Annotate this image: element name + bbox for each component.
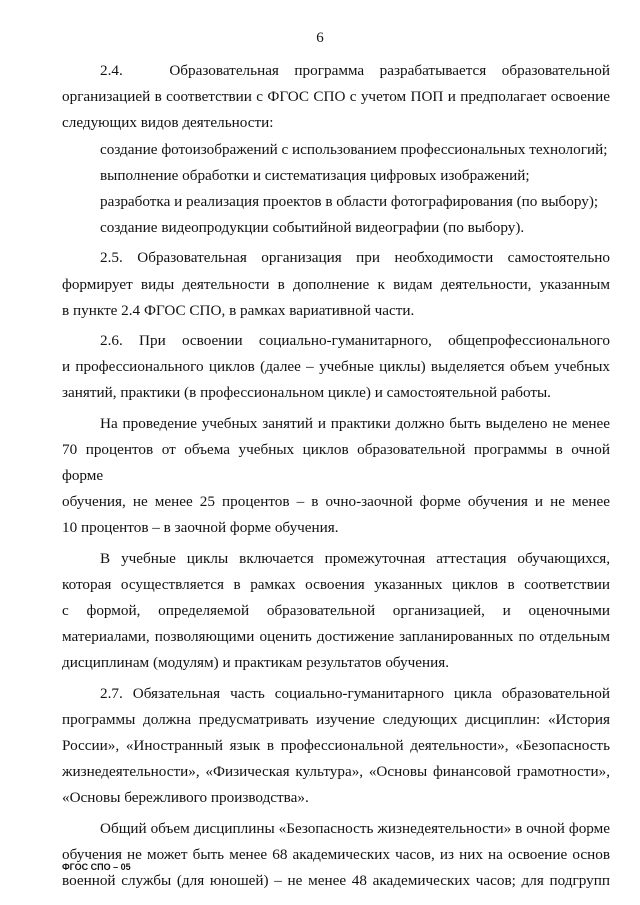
text-line: В учебные циклы включается промежуточная аттестация обучающихся,	[100, 549, 610, 567]
text-line: организацией в соответствии с ФГОС СПО с учетом ПОП и предполагает освоение	[62, 88, 610, 106]
text-line: занятий, практики (в профессиональном цикле) и самостоятельной работы.	[62, 384, 551, 402]
footer-code: ФГОС СПО – 05	[62, 862, 131, 872]
paragraph-attestation	[62, 546, 610, 677]
text-line: 2.6. При освоении социально-гуманитарного, общепрофессионального	[100, 332, 610, 350]
text-line: На проведение учебных занятий и практики должно быть выделено не менее	[100, 414, 610, 432]
text-line: следующих видов деятельности:	[62, 114, 274, 132]
text-line: 2.7. Обязательная часть социально-гуманитарного цикла образовательной	[100, 684, 610, 702]
text-line: 2.4. Образовательная программа разрабатывается образовательной	[100, 62, 610, 79]
section-2-6	[62, 328, 610, 407]
text-line: материалами, позволяющими оценить достижение запланированных по отдельным	[62, 628, 610, 646]
paragraph-hours	[62, 411, 610, 542]
text-line: 10 процентов – в заочной форме обучения.	[62, 519, 339, 537]
text-line: дисциплинам (модулям) и практикам результатов обучения.	[62, 654, 450, 672]
section-2-5	[62, 245, 610, 324]
document-body	[62, 58, 610, 894]
list-item: разработка и реализация проектов в области фотографирования (по выбору);	[100, 193, 599, 211]
text-line: программы должна предусматривать изучение следующих дисциплин: «История	[62, 710, 610, 728]
text-line: военной службы (для юношей) – не менее 48 академических часов; для подгрупп	[62, 872, 610, 890]
text-line: которая осуществляется в рамках освоения указанных циклов в соответствии	[62, 575, 610, 593]
list-item: выполнение обработки и систематизация цифровых изображений;	[100, 166, 530, 184]
text-line: 70 процентов от объема учебных циклов образовательной программы в очной форме	[62, 440, 610, 485]
page-number: 6	[316, 30, 324, 46]
text-line: 2.5. Образовательная организация при необходимости самостоятельно	[100, 249, 610, 267]
text-line: с формой, определяемой образовательной организацией, и оценочными	[62, 602, 610, 620]
text-line: обучения, не менее 25 процентов – в очно-заочной форме обучения и не менее	[62, 493, 610, 511]
text-line: обучения не может быть менее 68 академических часов, из них на освоение основ	[62, 845, 610, 863]
list-item: создание видеопродукции событийной видеографии (по выбору).	[100, 219, 525, 237]
text-line: «Основы бережливого производства».	[62, 789, 309, 807]
text-line: и профессионального циклов (далее – учебные циклы) выделяется объем учебных	[62, 358, 610, 376]
list-item: создание фотоизображений с использованием профессиональных технологий;	[100, 140, 608, 158]
text-line: формирует виды деятельности в дополнение к видам деятельности, указанным	[62, 275, 610, 293]
text-line: России», «Иностранный язык в профессиональной деятельности», «Безопасность	[62, 737, 610, 755]
paragraph-safety	[62, 816, 610, 895]
section-2-4	[62, 58, 610, 241]
text-line: в пункте 2.4 ФГОС СПО, в рамках вариативной части.	[62, 301, 415, 319]
section-2-7	[62, 681, 610, 812]
text-line: Общий объем дисциплины «Безопасность жизнедеятельности» в очной форме	[100, 819, 610, 837]
text-line: жизнедеятельности», «Физическая культура», «Основы финансовой грамотности»,	[62, 763, 610, 781]
